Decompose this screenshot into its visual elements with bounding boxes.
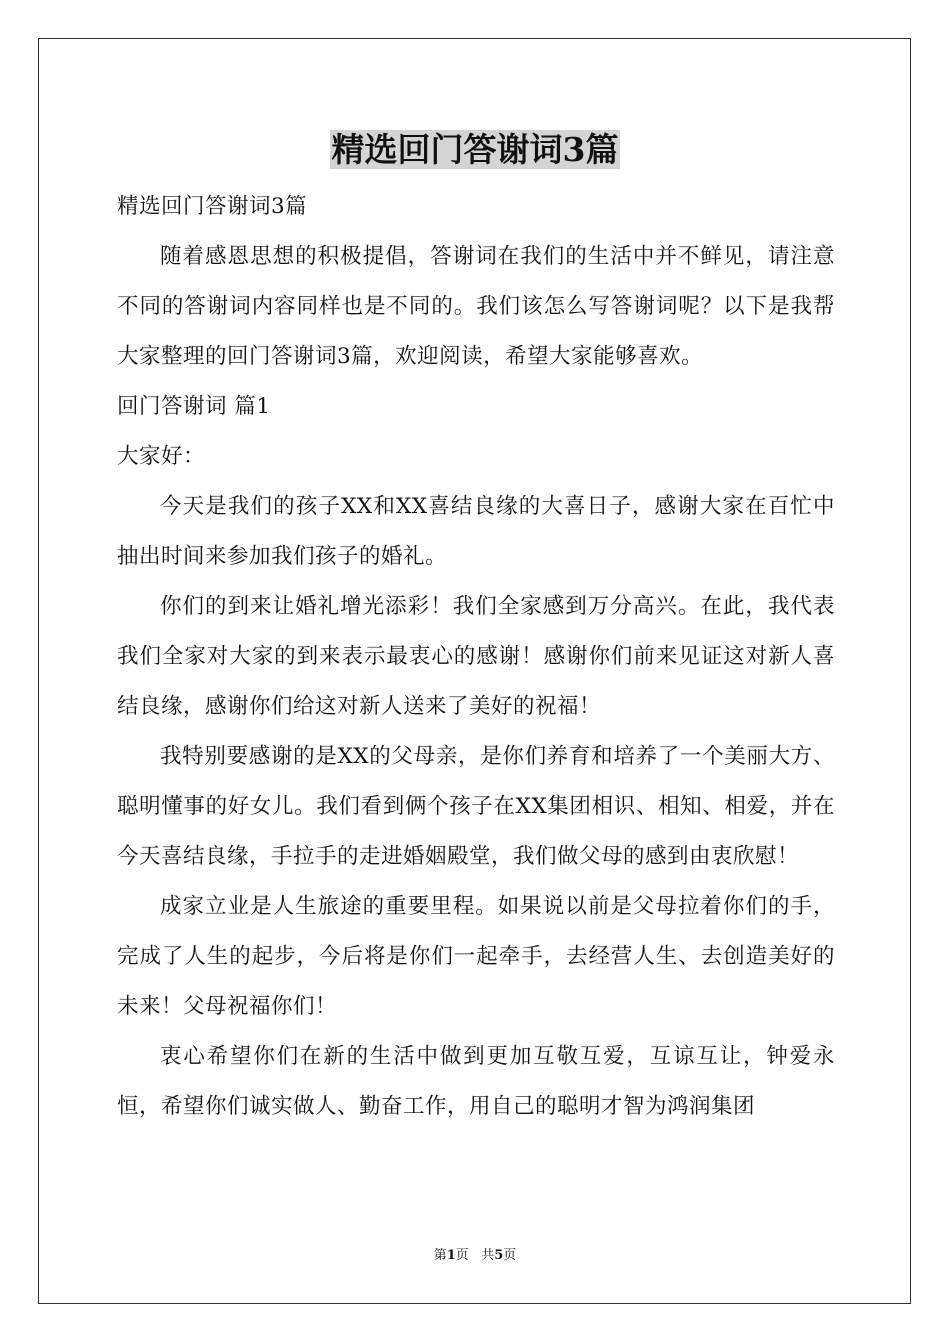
section-heading: 回门答谢词 篇1	[117, 394, 271, 419]
total-suffix: 页	[503, 1248, 517, 1263]
page-number: 1	[446, 1248, 456, 1263]
paragraph: 成家立业是人生旅途的重要里程。如果说以前是父母拉着你们的手，完成了人生的起步，今后将是你们一起牵手，去经营人生、去创造美好的未来！父母祝福你们！	[117, 894, 835, 1019]
paragraph: 今天是我们的孩子XX和XX喜结良缘的大喜日子，感谢大家在百忙中抽出时间来参加我们孩子的婚礼。	[117, 494, 835, 569]
paragraph-intro: 随着感恩思想的积极提倡，答谢词在我们的生活中并不鲜见，请注意不同的答谢词内容同样也是不同的。我们该怎么写答谢词呢？以下是我帮大家整理的回门答谢词3篇，欢迎阅读，希望大家能够喜欢。	[117, 244, 835, 369]
document-title	[0, 128, 950, 172]
document-body	[117, 182, 835, 1132]
paragraph: 你们的到来让婚礼增光添彩！我们全家感到万分高兴。在此，我代表我们全家对大家的到来表示最衷心的感谢！感谢你们前来见证这对新人喜结良缘，感谢你们给这对新人送来了美好的祝福！	[117, 594, 835, 719]
page-suffix: 页	[455, 1248, 469, 1263]
paragraph: 我特别要感谢的是XX的父母亲，是你们养育和培养了一个美丽大方、聪明懂事的好女儿。我们看到俩个孩子在XX集团相识、相知、相爱，并在今天喜结良缘，手拉手的走进婚姻殿堂，我们做父母的感到由衷欣慰！	[117, 744, 835, 869]
total-pages: 5	[494, 1248, 504, 1263]
paragraph-greeting: 大家好：	[117, 444, 206, 469]
page-prefix: 第	[433, 1248, 447, 1263]
paragraph-subtitle: 精选回门答谢词3篇	[117, 194, 308, 219]
paragraph: 衷心希望你们在新的生活中做到更加互敬互爱，互谅互让，钟爱永恒，希望你们诚实做人、勤奋工作，用自己的聪明才智为鸿润集团	[117, 1044, 835, 1119]
total-prefix: 共	[481, 1248, 495, 1263]
document-title-text: 精选回门答谢词3篇	[331, 130, 619, 169]
page-footer	[0, 1246, 950, 1266]
